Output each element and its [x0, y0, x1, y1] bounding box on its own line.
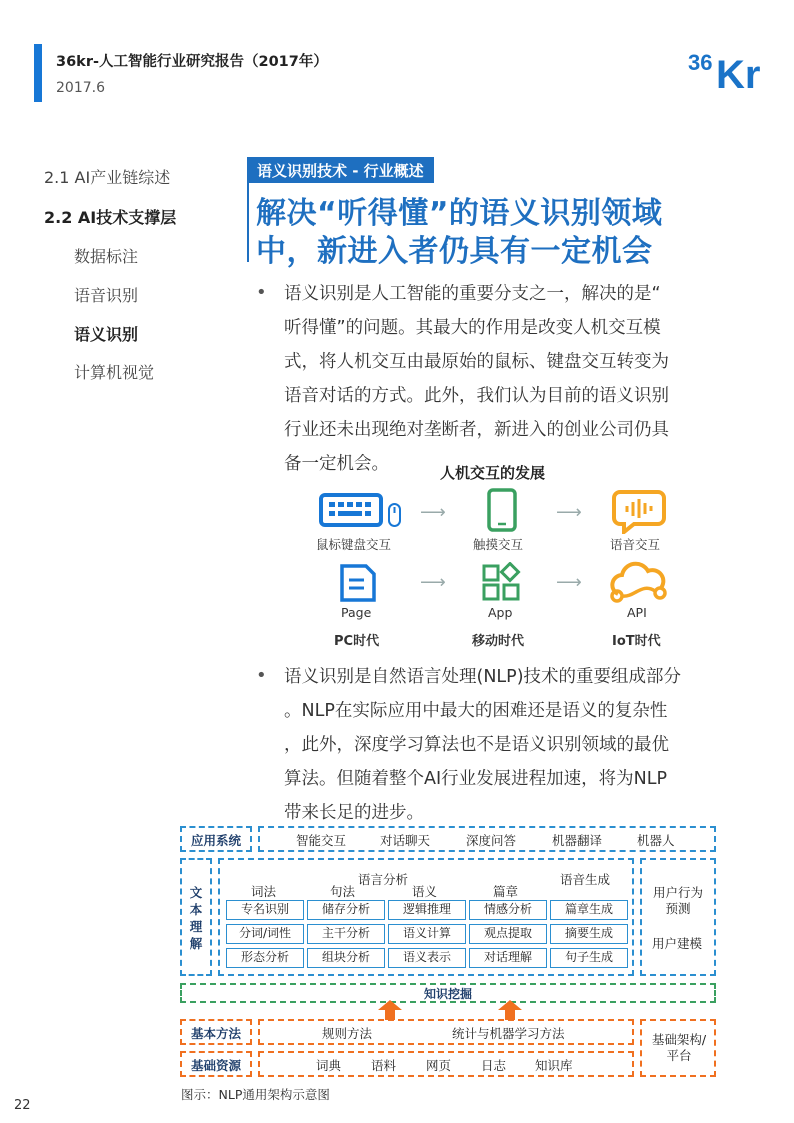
para2-line-2: 。NLP在实际应用中最大的困难还是语义的复杂性: [284, 701, 668, 721]
up-arrow-icon: [498, 1000, 522, 1020]
cell-storage-analysis: 储存分析: [307, 900, 385, 920]
col-discourse: 篇章: [493, 884, 519, 899]
era-pc: PC时代: [334, 634, 380, 649]
api-cloud-icon: [608, 560, 672, 604]
method-statistical-ml: 统计与机器学习方法: [452, 1026, 565, 1041]
col-semantic: 语义: [412, 884, 438, 899]
resource-webpage: 网页: [426, 1058, 452, 1073]
cell-semantic-representation: 语义表示: [388, 948, 466, 968]
label-api: API: [627, 605, 647, 620]
cell-summary-generation: 摘要生成: [550, 924, 628, 944]
app-grid-icon: [482, 562, 524, 602]
language-generation-label: 语音生成: [560, 872, 611, 887]
resource-knowledge-base: 知识库: [535, 1058, 573, 1073]
svg-text:36: 36: [688, 50, 713, 75]
keyboard-mouse-icon: [318, 490, 408, 530]
arrow-3: ⟶: [420, 572, 446, 593]
infrastructure-label: 基础架构/平台: [651, 1032, 707, 1063]
basic-resource-label: 基础资源: [190, 1058, 241, 1073]
page-number: 22: [14, 1098, 31, 1113]
language-analysis-label: 语言分析: [358, 872, 409, 887]
bullet-2: •: [256, 665, 267, 686]
cell-segmentation-pos: 分词/词性: [226, 924, 304, 944]
document-page-icon: [336, 562, 380, 604]
cell-opinion-extraction: 观点提取: [469, 924, 547, 944]
headline-accent-line: [247, 183, 249, 262]
col-lexical: 词法: [251, 884, 277, 899]
para1-line-6: 备一定机会。: [284, 454, 389, 474]
para1-line-3: 式，将人机交互由最原始的鼠标、键盘交互转变为: [284, 352, 669, 372]
arrow-2: ⟶: [556, 502, 582, 523]
toc-item-data-labeling[interactable]: 数据标注: [74, 247, 139, 266]
cell-logic-reasoning: 逻辑推理: [388, 900, 466, 920]
36kr-logo: [688, 44, 760, 90]
label-app: App: [488, 605, 513, 620]
user-modeling: 用户建模: [652, 936, 703, 951]
para1-line-4: 语音对话的方式。此外，我们认为目前的语义识别: [284, 386, 669, 406]
era-mobile: 移动时代: [472, 634, 525, 649]
label-keyboard-mouse: 鼠标键盘交互: [316, 537, 392, 552]
cell-discourse-generation: 篇章生成: [550, 900, 628, 920]
label-page: Page: [341, 605, 372, 620]
app-system-label: 应用系统: [190, 833, 241, 848]
figure-caption: 图示：NLP通用架构示意图: [181, 1087, 330, 1102]
resource-dictionary: 词典: [316, 1058, 342, 1073]
user-behavior-prediction: 用户行为预测: [652, 885, 703, 916]
toc-item-computer-vision[interactable]: 计算机视觉: [74, 363, 155, 382]
toc-item-2-2[interactable]: 2.2 AI技术支撑层: [44, 208, 177, 227]
cell-sentiment-analysis: 情感分析: [469, 900, 547, 920]
user-modeling-box: [640, 858, 716, 976]
resource-log: 日志: [481, 1058, 507, 1073]
cell-backbone-analysis: 主干分析: [307, 924, 385, 944]
bullet-1: •: [256, 282, 267, 303]
arrow-1: ⟶: [420, 502, 446, 523]
report-title: 36kr-人工智能行业研究报告（2017年）: [56, 54, 328, 70]
basic-method-label: 基本方法: [190, 1026, 241, 1041]
cell-named-entity: 专名识别: [226, 900, 304, 920]
report-date: 2017.6: [56, 80, 105, 96]
para2-line-5: 带来长足的进步。: [284, 803, 424, 823]
section-tag: 语义识别技术 - 行业概述: [247, 157, 434, 183]
knowledge-mining-label: 知识挖掘: [423, 987, 472, 1001]
app-machine-translation: 机器翻译: [552, 833, 603, 848]
header-accent-bar: [34, 44, 42, 102]
para2-line-1: 语义识别是自然语言处理(NLP)技术的重要组成部分: [284, 667, 682, 687]
headline-line-2: 中，新进入者仍具有一定机会: [256, 234, 653, 269]
voice-chat-icon: [612, 488, 668, 534]
label-touch: 触摸交互: [473, 537, 524, 552]
cell-dialogue-understanding: 对话理解: [469, 948, 547, 968]
headline-line-1: 解决“听得懂”的语义识别领域: [256, 196, 663, 231]
cell-sentence-generation: 句子生成: [550, 948, 628, 968]
era-iot: IoT时代: [612, 634, 661, 649]
app-robot: 机器人: [637, 833, 675, 848]
app-smart-interaction: 智能交互: [296, 833, 347, 848]
toc-item-semantic-recognition[interactable]: 语义识别: [74, 325, 139, 344]
toc-item-2-1[interactable]: 2.1 AI产业链综述: [44, 168, 171, 187]
para2-line-3: ，此外，深度学习算法也不是语义识别领域的最优: [284, 735, 669, 755]
label-voice: 语音交互: [610, 537, 661, 552]
resource-corpus: 语料: [371, 1058, 397, 1073]
cell-morphology-analysis: 形态分析: [226, 948, 304, 968]
para2-line-4: 算法。但随着整个AI行业发展进程加速，将为NLP: [284, 769, 668, 789]
app-chat: 对话聊天: [380, 833, 431, 848]
para1-line-1: 语义识别是人工智能的重要分支之一，解决的是“: [284, 284, 661, 304]
text-understanding-label: 文 本 理 解: [189, 885, 203, 951]
app-deep-qa: 深度问答: [466, 833, 517, 848]
toc-item-speech-recognition[interactable]: 语音识别: [74, 286, 139, 305]
basic-method-box: [258, 1019, 634, 1045]
para1-line-5: 行业还未出现绝对垄断者，新进入的创业公司仍具: [284, 420, 669, 440]
cell-semantic-computing: 语义计算: [388, 924, 466, 944]
cell-chunk-analysis: 组块分析: [307, 948, 385, 968]
method-rule: 规则方法: [322, 1026, 373, 1041]
col-syntax: 句法: [330, 884, 356, 899]
evolution-title: 人机交互的发展: [440, 464, 546, 482]
up-arrow-icon: [378, 1000, 402, 1020]
smartphone-icon: [486, 488, 520, 534]
svg-text:Kr: Kr: [716, 53, 760, 90]
arrow-4: ⟶: [556, 572, 582, 593]
para1-line-2: 听得懂”的问题。其最大的作用是改变人机交互模: [284, 318, 661, 338]
